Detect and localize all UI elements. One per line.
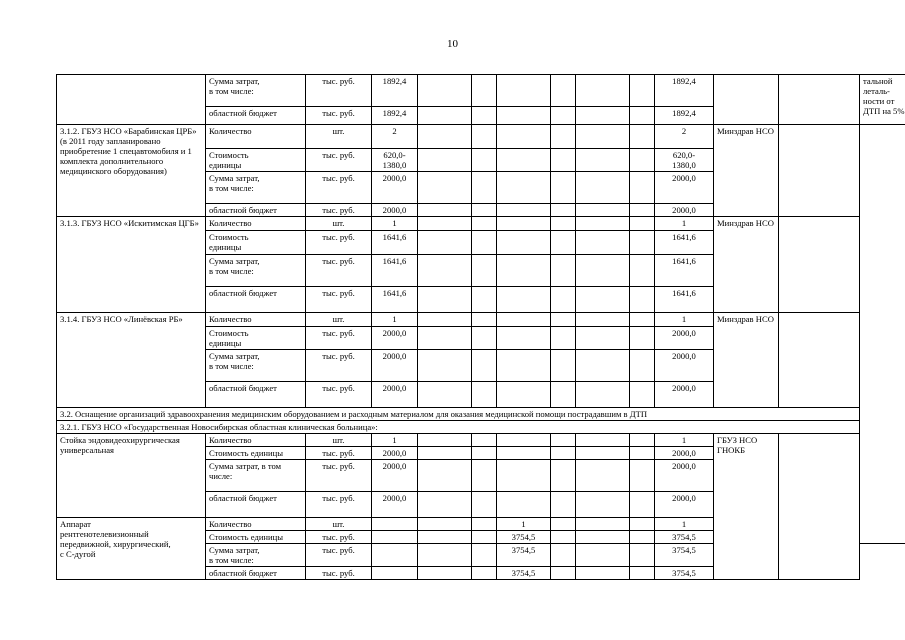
indicator-cell: Стоимость единицы (206, 531, 306, 544)
value-2013-cell: 1 (497, 518, 551, 531)
unit-cell: тыс. руб. (306, 107, 372, 125)
total-cell: 2000,0 (655, 382, 714, 408)
table-row (57, 217, 905, 231)
unit-cell: тыс. руб. (306, 492, 372, 518)
total-cell: 2 (655, 125, 714, 149)
equipment-name-cell: Аппарат рентгенотелевизионный передвижной, хирургический, с С-дугой (57, 518, 206, 580)
unit-cell: тыс. руб. (306, 567, 372, 580)
value-2011-cell: 2000,0 (372, 447, 418, 460)
executor-cell: Минздрав НСО (714, 125, 779, 217)
indicator-cell: Количество (206, 125, 306, 149)
unit-cell: тыс. руб. (306, 327, 372, 350)
unit-cell: шт. (306, 434, 372, 447)
total-cell: 3754,5 (655, 531, 714, 544)
value-2011-cell: 2000,0 (372, 204, 418, 217)
unit-cell: тыс. руб. (306, 460, 372, 492)
table-row (57, 125, 905, 149)
unit-cell: шт. (306, 313, 372, 327)
indicator-cell: Количество (206, 313, 306, 327)
unit-cell: тыс. руб. (306, 531, 372, 544)
table-row (57, 75, 905, 107)
value-2011-cell: 1892,4 (372, 75, 418, 107)
total-cell: 2000,0 (655, 172, 714, 204)
total-cell: 1 (655, 434, 714, 447)
indicator-cell: Сумма затрат, в том числе: (206, 460, 306, 492)
table-row (57, 434, 905, 447)
value-2011-cell: 1 (372, 313, 418, 327)
indicator-cell: Количество (206, 217, 306, 231)
total-cell: 1892,4 (655, 75, 714, 107)
indicator-cell: областной бюджет (206, 204, 306, 217)
total-cell: 1641,6 (655, 287, 714, 313)
total-cell: 2000,0 (655, 204, 714, 217)
unit-cell: тыс. руб. (306, 231, 372, 255)
indicator-cell: областной бюджет (206, 287, 306, 313)
table-row (57, 313, 905, 327)
indicator-cell: Сумма затрат, в том числе: (206, 350, 306, 382)
total-cell: 3754,5 (655, 544, 714, 567)
section-row (57, 421, 905, 434)
unit-cell: тыс. руб. (306, 204, 372, 217)
unit-cell: тыс. руб. (306, 255, 372, 287)
indicator-cell: Количество (206, 518, 306, 531)
indicator-cell: областной бюджет (206, 107, 306, 125)
value-2013-cell: 3754,5 (497, 567, 551, 580)
value-2011-cell: 2000,0 (372, 350, 418, 382)
unit-cell: тыс. руб. (306, 544, 372, 567)
indicator-cell: Сумма затрат, в том числе: (206, 255, 306, 287)
result-cell: тальной леталь- ности от ДТП на 5% (860, 75, 905, 125)
value-2011-cell: 2000,0 (372, 382, 418, 408)
executor-cell: Минздрав НСО (714, 217, 779, 313)
indicator-cell: областной бюджет (206, 492, 306, 518)
value-2011-cell: 2000,0 (372, 460, 418, 492)
indicator-cell: областной бюджет (206, 382, 306, 408)
unit-cell: шт. (306, 518, 372, 531)
section-heading-3-2-1: 3.2.1. ГБУЗ НСО «Государственная Новосибирская областная клиническая больница»: (57, 421, 905, 434)
value-2011-cell: 620,0- 1380,0 (372, 149, 418, 172)
unit-cell: тыс. руб. (306, 172, 372, 204)
indicator-cell: Сумма затрат, в том числе: (206, 75, 306, 107)
unit-cell: тыс. руб. (306, 350, 372, 382)
value-2013-cell: 3754,5 (497, 544, 551, 567)
total-cell: 2000,0 (655, 327, 714, 350)
value-2011-cell: 2 (372, 125, 418, 149)
section-row (57, 408, 905, 421)
value-2011-cell: 1641,6 (372, 287, 418, 313)
total-cell: 2000,0 (655, 447, 714, 460)
value-2011-cell: 2000,0 (372, 492, 418, 518)
measure-name-cell: 3.1.3. ГБУЗ НСО «Искитимская ЦГБ» (57, 217, 206, 313)
value-2011-cell: 1 (372, 434, 418, 447)
unit-cell: тыс. руб. (306, 447, 372, 460)
equipment-name-cell: Стойка эндовидеохирургическая универсальная (57, 434, 206, 518)
indicator-cell: Сумма затрат, в том числе: (206, 172, 306, 204)
value-2011-cell: 1641,6 (372, 255, 418, 287)
value-2013-cell: 3754,5 (497, 531, 551, 544)
indicator-cell: Стоимость единицы (206, 327, 306, 350)
unit-cell: тыс. руб. (306, 149, 372, 172)
program-table (56, 74, 905, 580)
page-number: 10 (447, 38, 458, 50)
indicator-cell: Стоимость единицы (206, 149, 306, 172)
total-cell: 2000,0 (655, 350, 714, 382)
total-cell: 620,0- 1380,0 (655, 149, 714, 172)
measure-name-cell: 3.1.4. ГБУЗ НСО «Линёвская РБ» (57, 313, 206, 408)
measure-name-cell: 3.1.2. ГБУЗ НСО «Барабинская ЦРБ» (в 2011 году запланировано приобретение 1 спецавтомобиля и 1 комплекта дополнительного медицинского оборудования) (57, 125, 206, 217)
total-cell: 2000,0 (655, 492, 714, 518)
unit-cell: шт. (306, 217, 372, 231)
value-2011-cell: 2000,0 (372, 172, 418, 204)
unit-cell: тыс. руб. (306, 287, 372, 313)
measure-name-cell (57, 75, 206, 125)
unit-cell: тыс. руб. (306, 75, 372, 107)
executor-cell: Минздрав НСО (714, 313, 779, 408)
total-cell: 1641,6 (655, 231, 714, 255)
indicator-cell: Стоимость единицы (206, 447, 306, 460)
section-heading-3-2: 3.2. Оснащение организаций здравоохранения медицинским оборудованием и расходным материалом для оказания медицинской помощи пострадавшим в ДТП (57, 408, 860, 421)
indicator-cell: областной бюджет (206, 567, 306, 580)
total-cell: 1 (655, 217, 714, 231)
total-cell: 2000,0 (655, 460, 714, 492)
value-2011-cell: 1 (372, 217, 418, 231)
executor-cell: ГБУЗ НСО ГНОКБ (714, 434, 779, 580)
total-cell: 1 (655, 518, 714, 531)
value-2011-cell: 1641,6 (372, 231, 418, 255)
total-cell: 3754,5 (655, 567, 714, 580)
total-cell: 1 (655, 313, 714, 327)
value-2011-cell: 2000,0 (372, 327, 418, 350)
indicator-cell: Стоимость единицы (206, 231, 306, 255)
indicator-cell: Сумма затрат, в том числе: (206, 544, 306, 567)
total-cell: 1641,6 (655, 255, 714, 287)
unit-cell: тыс. руб. (306, 382, 372, 408)
total-cell: 1892,4 (655, 107, 714, 125)
indicator-cell: Количество (206, 434, 306, 447)
unit-cell: шт. (306, 125, 372, 149)
value-2011-cell: 1892,4 (372, 107, 418, 125)
executor-cell (714, 75, 779, 125)
